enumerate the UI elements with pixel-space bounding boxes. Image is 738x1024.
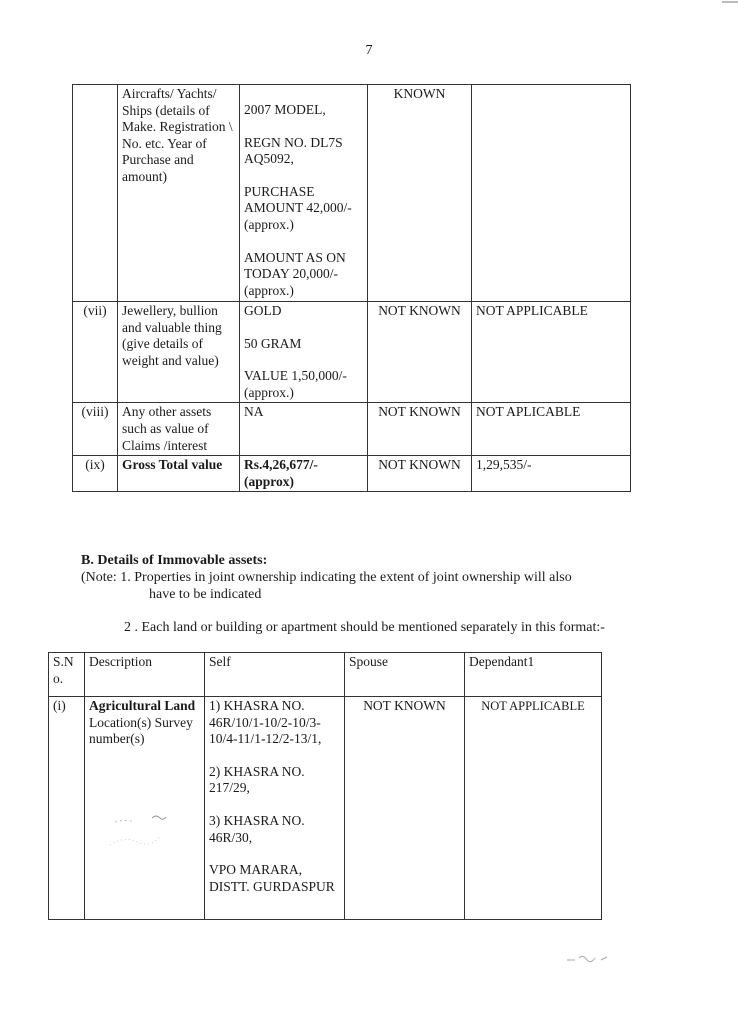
header-dependant: Dependant1 [465,653,602,697]
header-spouse: Spouse [345,653,465,697]
sno-cell: (i) [49,697,85,920]
table-header-row [49,653,602,697]
self-line: 2007 MODEL, [244,102,326,117]
dependant-cell: NOT APPLICABLE [465,697,602,920]
location-item: VPO MARARA, DISTT. GURDASPUR [209,862,335,894]
sno-cell: (ix) [73,456,118,492]
self-cell [240,85,368,302]
description-title: Agricultural Land [89,698,196,713]
faint-stamp-mark [100,800,190,860]
self-cell: NA [240,403,368,456]
description-detail: Location(s) Survey number(s) [89,714,193,747]
khasra-item: 2) KHASRA NO. 217/29, [209,763,305,796]
spouse-cell: KNOWN [368,85,472,302]
self-cell [240,302,368,403]
movable-assets-table [72,84,631,492]
self-line: GOLD [244,303,282,318]
table-row [73,403,631,456]
spouse-cell: NOT KNOWN [368,403,472,456]
table-row [73,302,631,403]
dependant-cell [472,85,631,302]
khasra-item: 1) KHASRA NO. 46R/10/1-10/2-10/3-10/4-11/1-12/2-13/1, [209,698,322,747]
self-line: VALUE 1,50,000/- (approx.) [244,368,347,400]
header-sno: S.N o. [49,653,85,697]
header-self: Self [205,653,345,697]
description-cell: Gross Total value [118,456,240,492]
spouse-cell: NOT KNOWN [368,456,472,492]
spouse-cell: NOT KNOWN [368,302,472,403]
self-line: 50 GRAM [244,335,302,351]
sno-cell [73,85,118,302]
note-2: 2 . Each land or building or apartment should be mentioned separately in this format:- [124,620,605,635]
sno-cell: (vii) [73,302,118,403]
dependant-cell: 1,29,535/- [472,456,631,492]
self-line: AMOUNT AS ON TODAY 20,000/- (approx.) [244,249,346,298]
sno-cell: (viii) [73,403,118,456]
corner-mark [722,0,738,4]
table-row [73,85,631,302]
description-cell: Aircrafts/ Yachts/ Ships (details of Make. Registration \ No. etc. Year of Purchase and amount) [118,85,240,302]
spouse-cell: NOT KNOWN [345,697,465,920]
description-cell: Jewellery, bullion and valuable thing (give details of weight and value) [118,302,240,403]
self-line: PURCHASE AMOUNT 42,000/- (approx.) [244,183,352,232]
dependant-cell: NOT APLICABLE [472,403,631,456]
note-1 [81,570,572,603]
section-heading: B. Details of Immovable assets: [81,553,268,568]
self-cell [205,697,345,920]
immovable-assets-table [48,652,602,920]
description-cell: Any other assets such as value of Claims /interest [118,403,240,456]
page-number: 7 [365,43,373,58]
dependant-cell: NOT APPLICABLE [472,302,631,403]
khasra-item: 3) KHASRA NO. 46R/30, [209,812,305,845]
table-row [73,456,631,492]
self-cell: Rs.4,26,677/- (approx) [240,456,368,492]
self-line: REGN NO. DL7S AQ5092, [244,134,343,167]
faint-scan-mark [565,948,615,968]
header-description: Description [85,653,205,697]
note-line: have to be indicated [149,586,262,602]
note-line: (Note: 1. Properties in joint ownership indicating the extent of joint ownership will also [81,570,572,585]
